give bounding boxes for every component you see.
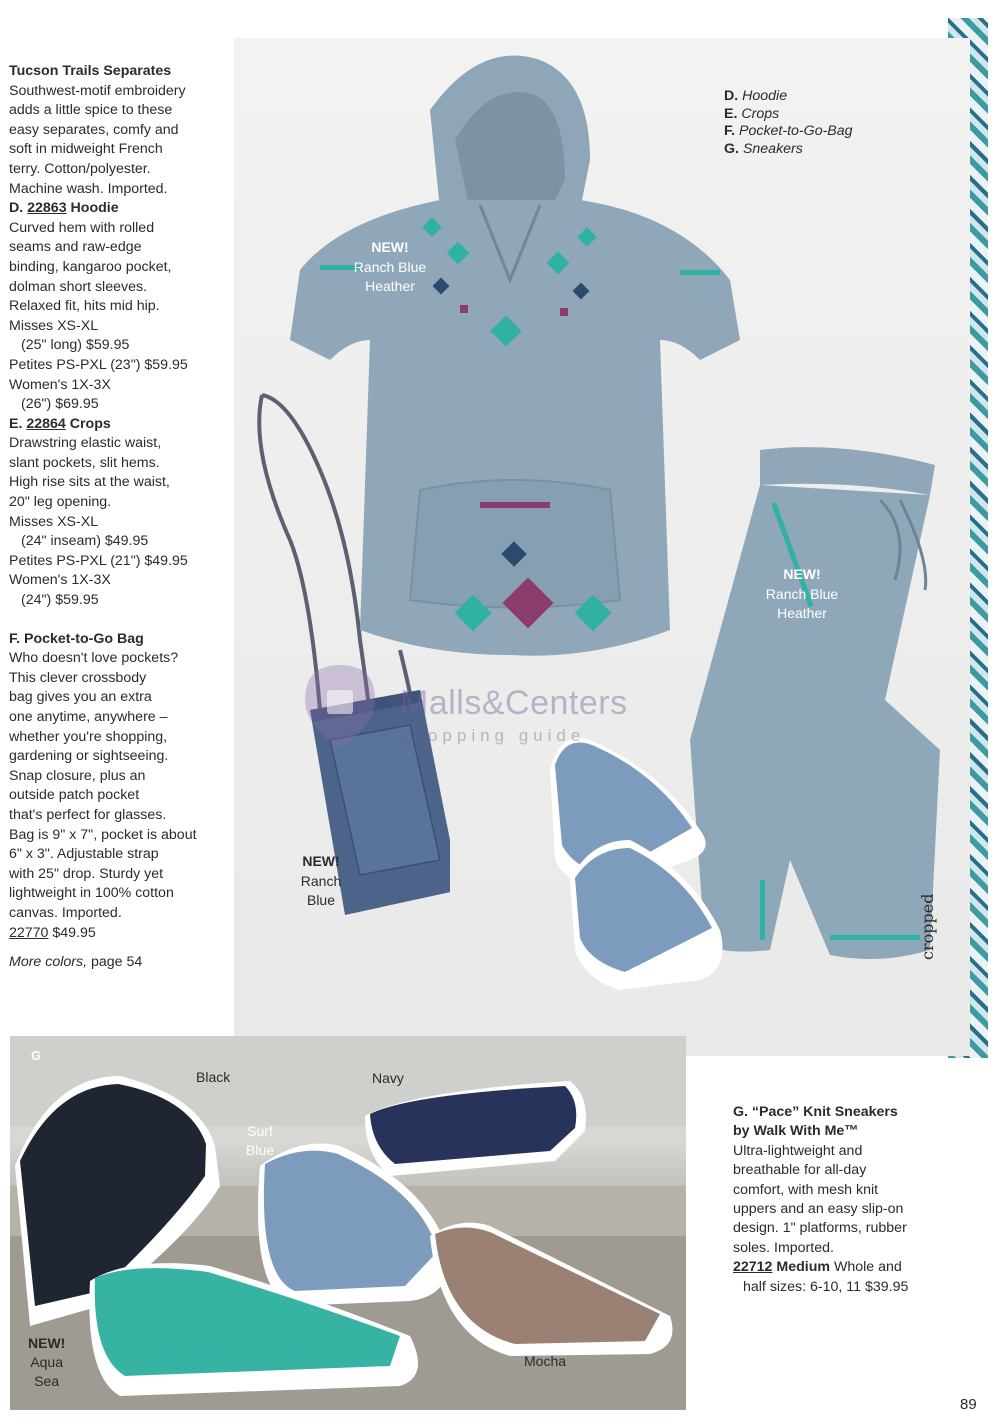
left-column-copy [9, 62, 221, 973]
list-item: G. Sneakers [724, 140, 803, 157]
label-mocha: Mocha [524, 1353, 567, 1369]
bag-heading: F. Pocket-to-Go Bag [9, 630, 144, 647]
hoodie-heading: D. 22863 Hoodie [9, 200, 119, 217]
separates-desc: Southwest-motif embroidery adds a little spice to these easy separates, comfy and soft in midweight French terry. Cotton/polyester. Machine wash. Imported. [9, 82, 186, 197]
sneakers-item-code[interactable]: 22712 [733, 1259, 773, 1276]
crops-heading: E. 22864 Crops [9, 415, 111, 432]
more-colors-note: More colors, page 54 [9, 954, 143, 971]
sneakers-description: G. “Pace” Knit Sneakers by Walk With Me™ Ultra-lightweight and breathable for all-day comfort, with mesh knit uppers and an easy slip-on design. 1" platforms, rubber soles. Imported. 22712 Medium Whole and half sizes: 6-10, 11 $39.95 [733, 1103, 973, 1297]
more-colors-page-link[interactable]: page 54 [91, 954, 143, 971]
location-pin-icon [300, 660, 380, 750]
sneakers-price-line: 22712 Medium Whole and [733, 1259, 902, 1276]
crops-new-tag: NEW! Ranch Blue Heather [765, 566, 839, 621]
separates-title: Tucson Trails Separates [9, 63, 172, 79]
bag-price-line: 22770 $49.95 [9, 924, 96, 941]
label-aqua-sea: NEW! Aqua Sea [28, 1335, 66, 1389]
list-item: E. Crops [724, 105, 780, 122]
bag-item-code[interactable]: 22770 [9, 924, 49, 941]
bag-desc: Who doesn't love pockets? This clever crossbody bag gives you an extra one anytime, anywhere – whether you're shopping, gardening or sightseeing. Snap closure, plus an outside patch pocket that's perfect for glasses. Bag is 9" x 7", pocket is about 6" x 3". Adjustable strap with 25" drop. Sturdy yet lightweight in 100% cotton canvas. Imported. [9, 650, 197, 921]
hoodie-new-tag: NEW! Ranch Blue Heather [353, 239, 427, 294]
hoodie-item-code[interactable]: 22863 [27, 200, 67, 217]
label-surf-blue: Surf Blue [246, 1123, 275, 1158]
sneakers-colorways-image [10, 1036, 686, 1410]
page-number: 89 [960, 1396, 977, 1413]
label-navy: Navy [372, 1070, 404, 1086]
crops-item-code[interactable]: 22864 [26, 415, 66, 432]
list-item: D. Hoodie [724, 88, 788, 104]
photo-letter: G [31, 1048, 42, 1063]
sneakers-photo [10, 1036, 686, 1410]
label-black: Black [196, 1069, 231, 1085]
crops-desc: Drawstring elastic waist, slant pockets, slit hems. High rise sits at the waist, 20" leg opening. Misses XS-XL (24" inseam) $49.95 Petites PS-PXL (21") $49.95 Women's 1X-3X (24") $59.95 [9, 435, 188, 609]
hoodie-desc: Curved hem with rolled seams and raw-edge binding, kangaroo pocket, dolman short sleeves. Relaxed fit, hits mid hip. Misses XS-XL (25" long) $59.95 Petites PS-PXL (23") $59.95 Women's 1X-3X (26") $69.95 [9, 219, 188, 413]
cropped-label: cropped [918, 893, 937, 960]
list-item: F. Pocket-to-Go-Bag [724, 123, 853, 140]
bag-new-tag: NEW! Ranch Blue [300, 853, 342, 908]
watermark: Malls&Centers shopping guide [300, 660, 720, 760]
